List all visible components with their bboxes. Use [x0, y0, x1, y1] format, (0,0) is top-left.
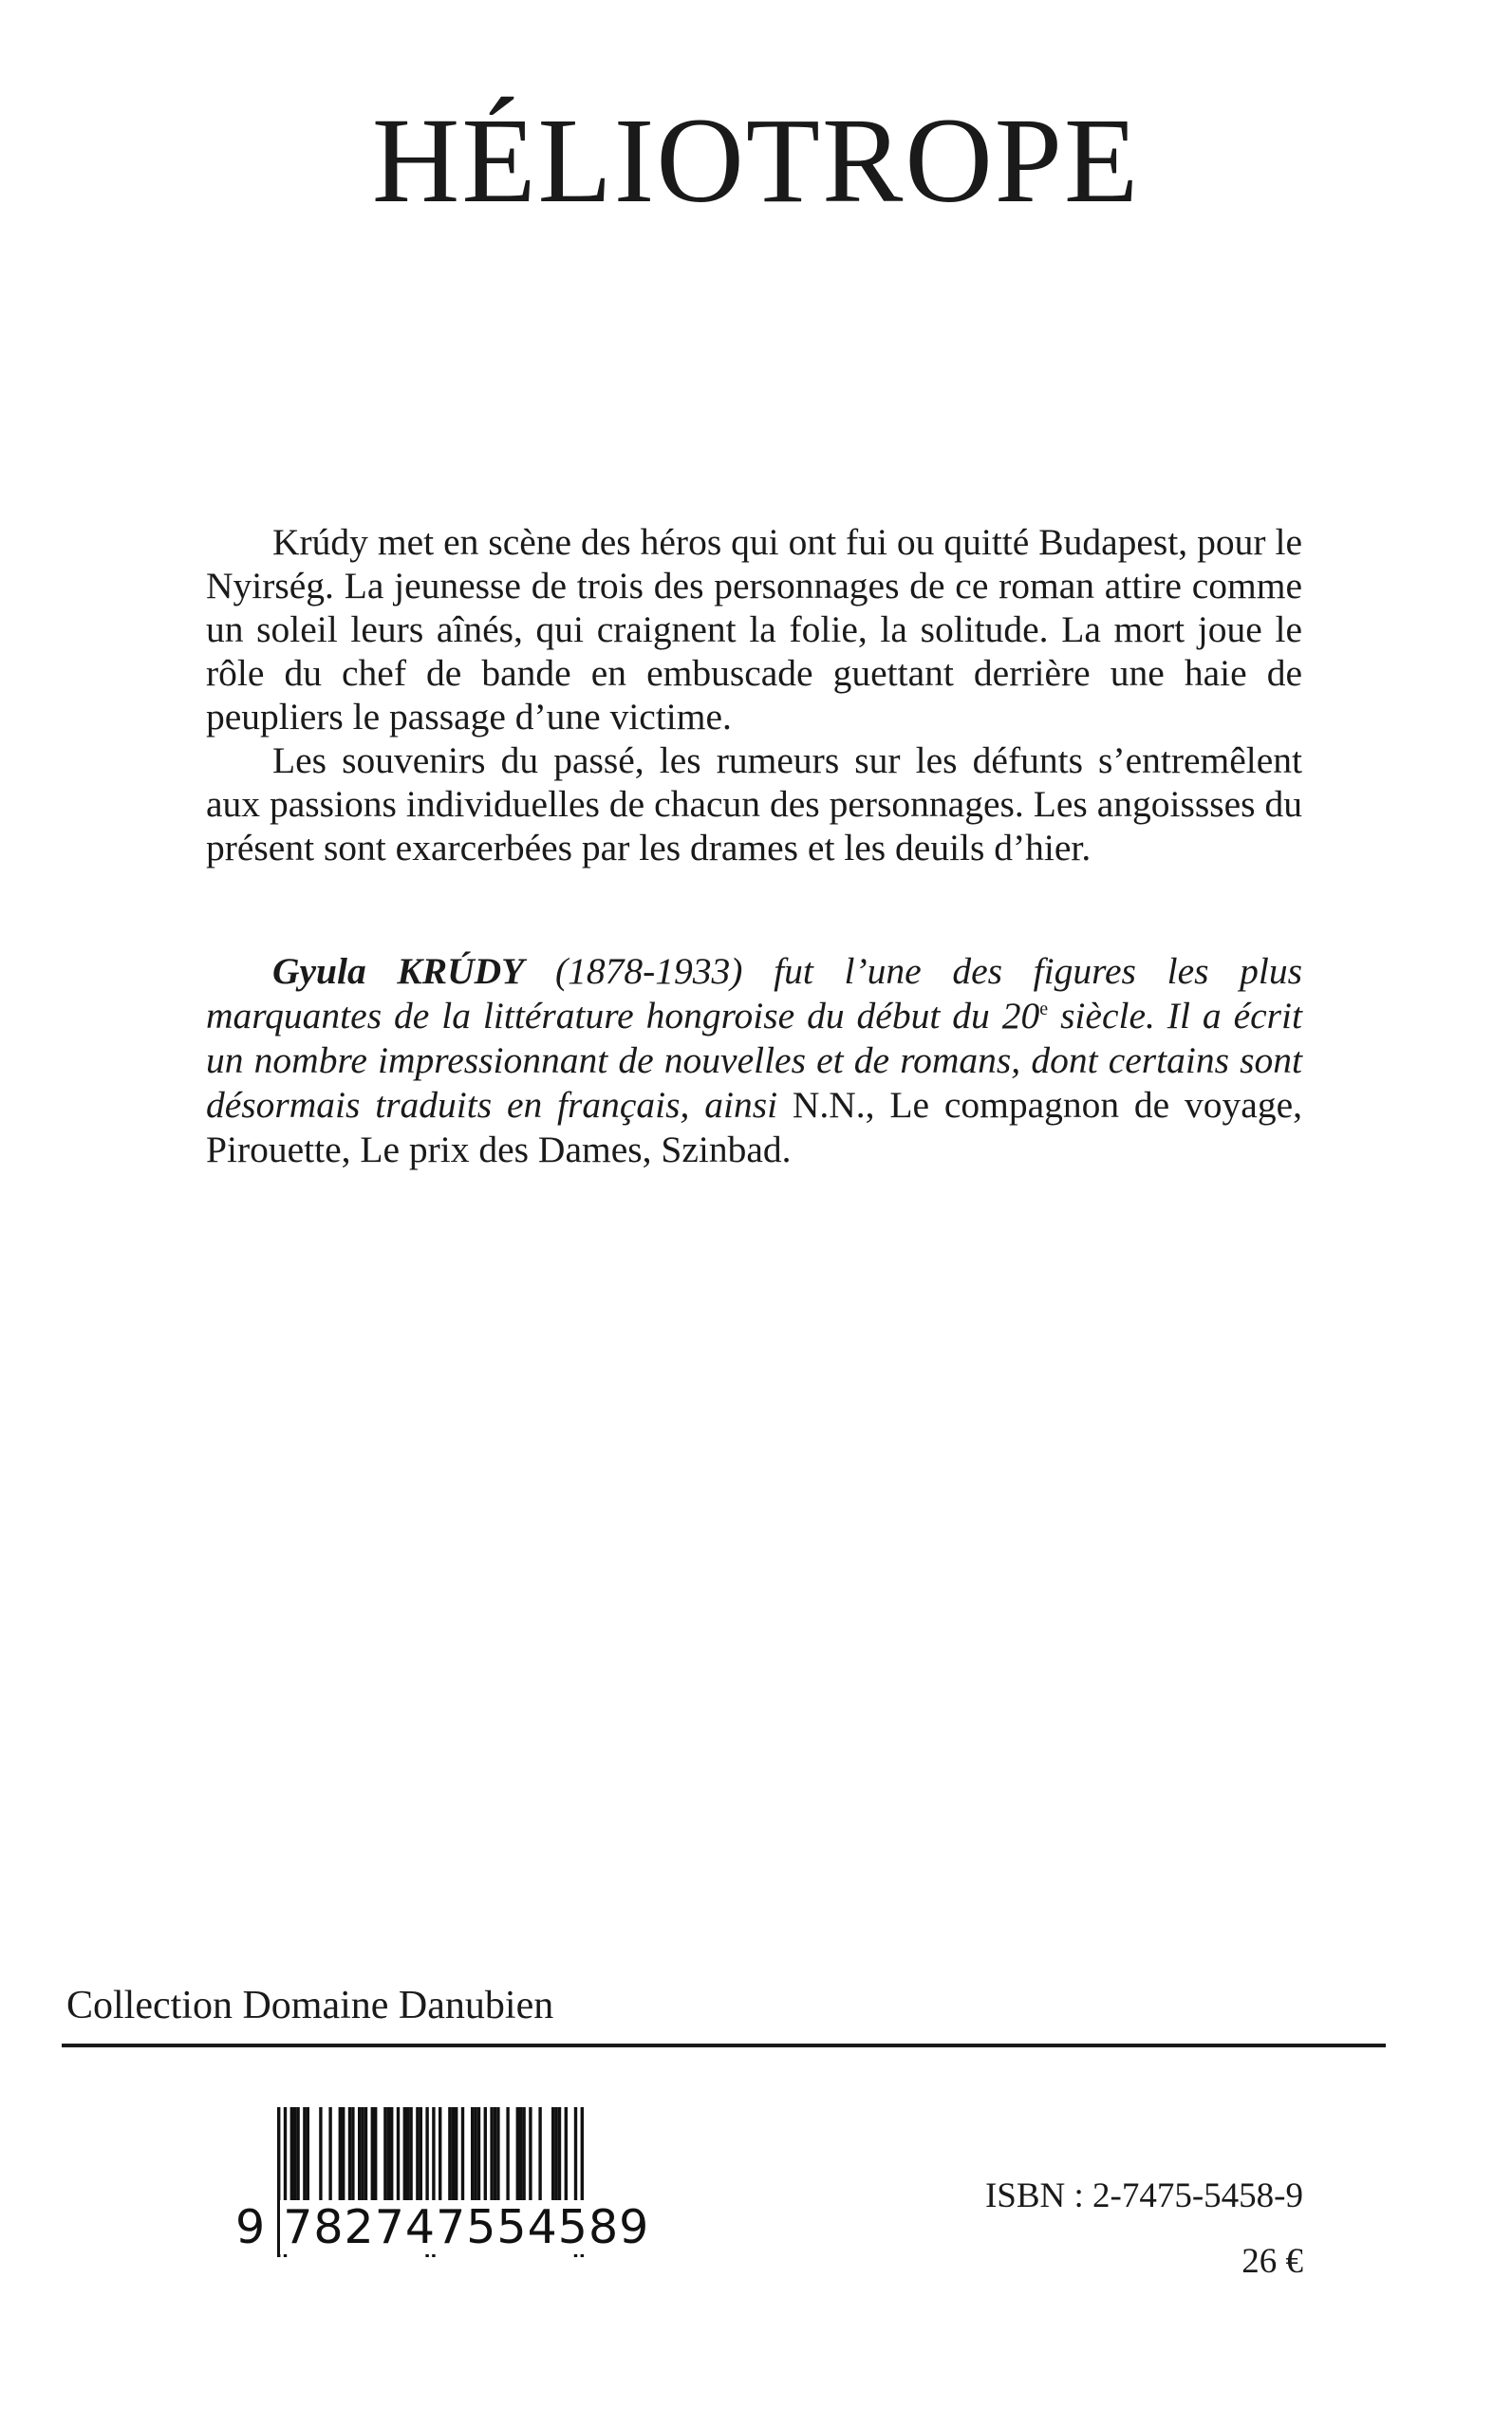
barcode-bar [409, 2107, 412, 2210]
barcode-number [235, 2200, 652, 2254]
barcode-bar [374, 2107, 377, 2210]
barcode-bar [339, 2107, 342, 2210]
barcode-bar [565, 2107, 568, 2210]
barcode-bar [522, 2107, 525, 2210]
barcode-bar [290, 2107, 293, 2210]
barcode-bar [471, 2107, 474, 2210]
barcode-bar [452, 2107, 455, 2210]
bio-text: siècle. Il a écrit un nombre impressionnant de nouvelles et de romans, dont certains sont désormais traduits en français, ainsi [206, 995, 1302, 1126]
barcode-bar [420, 2107, 422, 2210]
barcode-bar [494, 2107, 496, 2210]
barcode-bar [342, 2107, 345, 2210]
book-title: HÉLIOTROPE [371, 93, 1141, 228]
barcode-bar [293, 2107, 296, 2210]
barcode-bar [403, 2107, 406, 2210]
author-bio [206, 949, 1302, 1172]
barcode-bar [383, 2107, 386, 2210]
barcode-bar [477, 2107, 480, 2210]
barcode-bar [455, 2107, 457, 2210]
barcode-bar [303, 2107, 306, 2210]
bio-superscript: e [1039, 999, 1049, 1019]
barcode-bar [387, 2107, 390, 2210]
author-name: Gyula KRÚDY [272, 950, 525, 992]
barcode-bar [361, 2107, 364, 2210]
barcode-bar [516, 2107, 519, 2210]
bio-paragraph [206, 949, 1302, 1172]
barcode-bar [416, 2107, 419, 2210]
barcode-bar [358, 2107, 361, 2210]
barcode-bar [397, 2107, 400, 2210]
barcode-bar [490, 2107, 493, 2210]
summary-paragraph: Les souvenirs du passé, les rumeurs sur les défunts s’entremêlent aux passions individuelles de chacun des personnages. Les angoissses du présent sont exarcerbées par les drames et les deuils d’hier. [206, 739, 1302, 868]
barcode-bar [328, 2107, 331, 2210]
barcode-bar [461, 2107, 464, 2210]
isbn: ISBN : 2-7475-5458-9 [984, 2176, 1303, 2215]
barcode-bar [371, 2107, 374, 2210]
barcode-bar [519, 2107, 522, 2210]
barcode-bar [529, 2107, 532, 2210]
divider-line [62, 2044, 1386, 2047]
barcode-bar [348, 2107, 351, 2210]
barcode-bar [296, 2107, 299, 2210]
barcode-bar [390, 2107, 393, 2210]
barcode-bar [496, 2107, 499, 2210]
barcode-digits: 782747554589 [280, 2200, 652, 2254]
barcode-bar [439, 2107, 441, 2210]
barcode-bar [558, 2107, 561, 2210]
book-summary [206, 520, 1302, 869]
barcode-bar [554, 2107, 557, 2210]
barcode-bar [448, 2107, 451, 2210]
bio-works: N.N., Le compagnon de voyage, Pirouette, Le prix des Dames, Szinbad. [206, 1084, 1302, 1170]
barcode-bar [551, 2107, 554, 2210]
barcode-bar [307, 2107, 309, 2210]
barcode-bar [538, 2107, 541, 2210]
barcode-bar [319, 2107, 322, 2210]
barcode-bar [351, 2107, 354, 2210]
barcode-first-digit: 9 [235, 2200, 266, 2254]
bio-text: (1878-1933) fut l’une des figures les plus marquantes de la littérature hongroise du début du 20 [206, 950, 1302, 1036]
barcode-bar [364, 2107, 367, 2210]
collection-name: Collection Domaine Danubien [66, 1984, 554, 2027]
price: 26 € [1241, 2242, 1303, 2281]
summary-paragraph: Krúdy met en scène des héros qui ont fui ou quitté Budapest, pour le Nyirség. La jeunesse de trois des personnages de ce roman attire comme un soleil leurs aînés, qui craignent la folie, la solitude. La mort joue le rôle du chef de bande en embuscade guettant derrière une haie de peupliers le passage d’une victime. [206, 521, 1302, 738]
barcode-bar [484, 2107, 487, 2210]
barcode-bar [474, 2107, 476, 2210]
barcode-bar [406, 2107, 409, 2210]
barcode-bar [506, 2107, 509, 2210]
